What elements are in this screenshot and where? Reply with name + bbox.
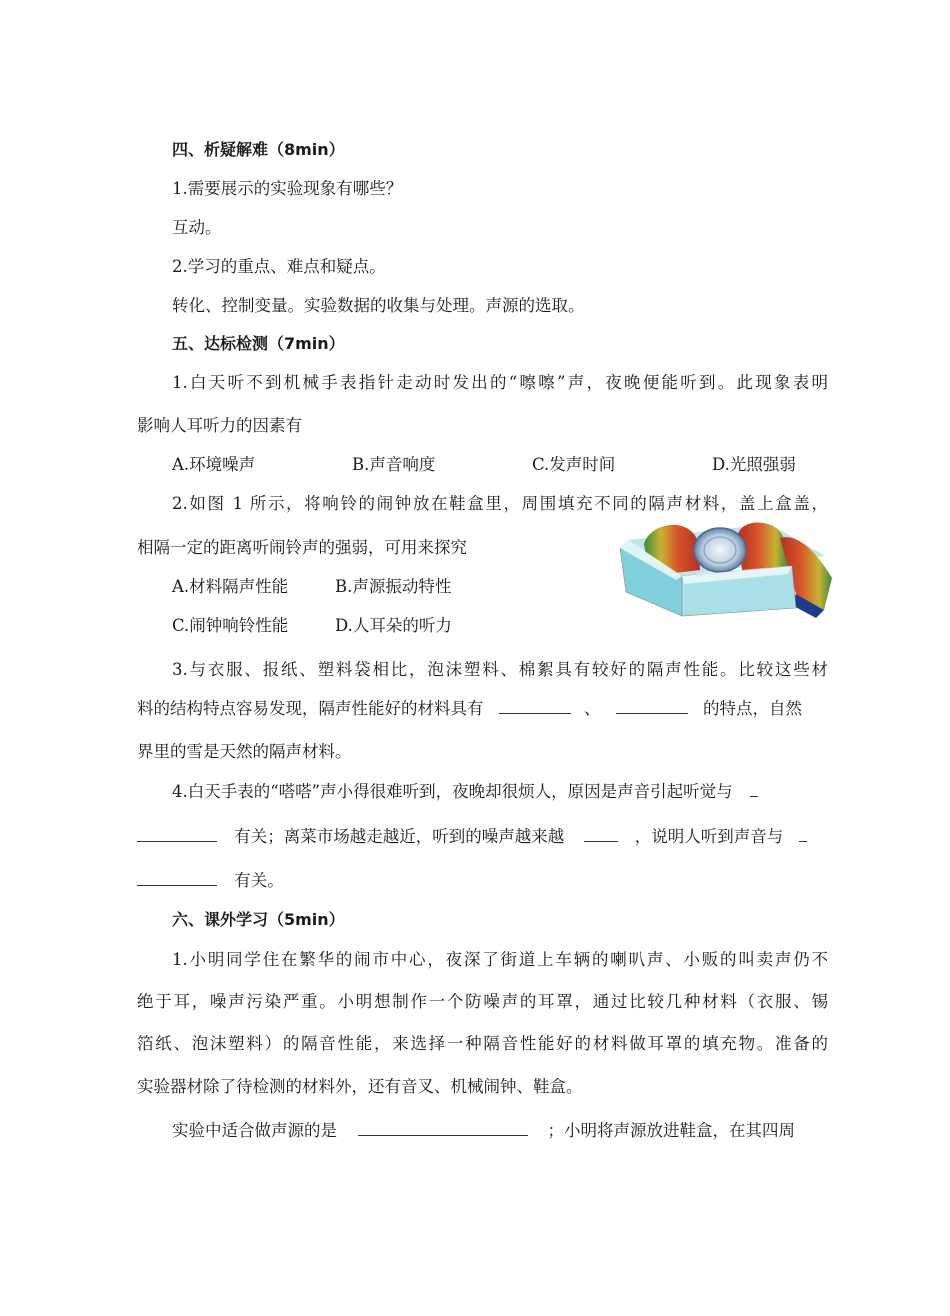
s6-q1-line2: 绝于耳，噪声污染严重。小明想制作一个防噪声的耳罩，通过比较几种材料（衣服、锡 xyxy=(137,992,828,1011)
s5-q4-blank-3[interactable] xyxy=(137,870,217,892)
s5-q1-option-c: C.发声时间 xyxy=(532,455,616,474)
s6-q1-line3: 箔纸、泡沫塑料）的隔音性能，来选择一种隔音性能好的材料做耳罩的填充物。准备的 xyxy=(137,1034,828,1053)
s4-answer-1: 互动。 xyxy=(172,218,222,237)
s5-q4-line2-text-b: ，说明人听到声音与 xyxy=(634,827,784,846)
s5-q4-blank-2[interactable] xyxy=(584,826,618,848)
s6-q1-line4: 实验器材除了待检测的材料外，还有音叉、机械闹钟、鞋盒。 xyxy=(137,1077,583,1096)
s5-q2-option-a: A.材料隔声性能 xyxy=(172,577,289,596)
section-6-heading: 六、课外学习（5min） xyxy=(172,910,345,929)
s4-answer-2: 转化、控制变量。实验数据的收集与处理。声源的选取。 xyxy=(172,296,585,315)
s5-q1-line1: 1.白天听不到机械手表指针走动时发出的“嚓嚓”声，夜晚便能听到。此现象表明 xyxy=(172,373,828,392)
s5-q4-line1 xyxy=(172,781,758,803)
section-5-heading: 五、达标检测（7min） xyxy=(172,334,345,353)
s5-q4-line2 xyxy=(137,826,807,848)
s5-q4-line3-text: 有关。 xyxy=(234,871,284,890)
s5-q1-line2: 影响人耳听力的因素有 xyxy=(137,416,302,435)
s5-q2-line1: 2.如图 1 所示，将响铃的闹钟放在鞋盒里，周围填充不同的隔声材料，盖上盒盖， xyxy=(172,494,828,513)
s5-q1-option-a: A.环境噪声 xyxy=(172,455,256,474)
s5-q3-line2-text-b: 的特点，自然 xyxy=(703,699,802,718)
s6-q1-line1: 1.小明同学住在繁华的闹市中心，夜深了街道上车辆的喇叭声、小贩的叫卖声仍不 xyxy=(172,950,828,969)
s5-q2-option-d: D.人耳朵的听力 xyxy=(335,616,452,635)
s5-q4-line2-text-a: 有关；离菜市场越走越近，听到的噪声越来越 xyxy=(234,827,565,846)
section-4-heading: 四、析疑解难（8min） xyxy=(172,140,345,159)
s5-q2-option-b: B.声源振动特性 xyxy=(335,577,452,596)
shoebox-alarm-clock-figure xyxy=(620,518,835,618)
s5-q3-blank-2[interactable] xyxy=(616,698,688,720)
s6-q1-blank-sound-source[interactable] xyxy=(358,1120,528,1142)
s5-q4-line1-text: 4.白天手表的“嗒嗒”声小得很难听到，夜晚却很烦人，原因是声音引起听觉与 xyxy=(172,782,733,801)
s4-question-1: 1.需要展示的实验现象有哪些？ xyxy=(172,179,403,198)
s5-q2-option-c: C.闹钟响铃性能 xyxy=(172,616,289,635)
s5-q1-option-d: D.光照强弱 xyxy=(712,455,796,474)
s6-q1-line5-text-a: 实验中适合做声源的是 xyxy=(172,1121,337,1140)
s5-q3-blank-1[interactable] xyxy=(499,698,571,720)
s4-question-2: 2.学习的重点、难点和疑点。 xyxy=(172,257,386,276)
s5-q4-blank-3-start[interactable] xyxy=(799,826,807,848)
s5-q3-separator: 、 xyxy=(584,699,601,718)
s6-q1-line5 xyxy=(172,1120,795,1142)
s5-q3-line1: 3.与衣服、报纸、塑料袋相比，泡沫塑料、棉絮具有较好的隔声性能。比较这些材 xyxy=(172,660,828,679)
s6-q1-line5-text-b: ；小明将声源放进鞋盒，在其四周 xyxy=(547,1121,795,1140)
s5-q4-blank-1-start[interactable] xyxy=(750,781,758,803)
s5-q3-line3: 界里的雪是天然的隔声材料。 xyxy=(137,742,352,761)
s5-q1-option-b: B.声音响度 xyxy=(352,455,436,474)
s5-q2-line2: 相隔一定的距离听闹铃声的强弱，可用来探究 xyxy=(137,538,467,557)
s5-q3-line2-text-a: 料的结构特点容易发现，隔声性能好的材料具有 xyxy=(137,699,484,718)
s5-q4-line3 xyxy=(137,870,284,892)
s5-q4-blank-1[interactable] xyxy=(137,826,217,848)
s5-q3-line2 xyxy=(137,698,802,720)
